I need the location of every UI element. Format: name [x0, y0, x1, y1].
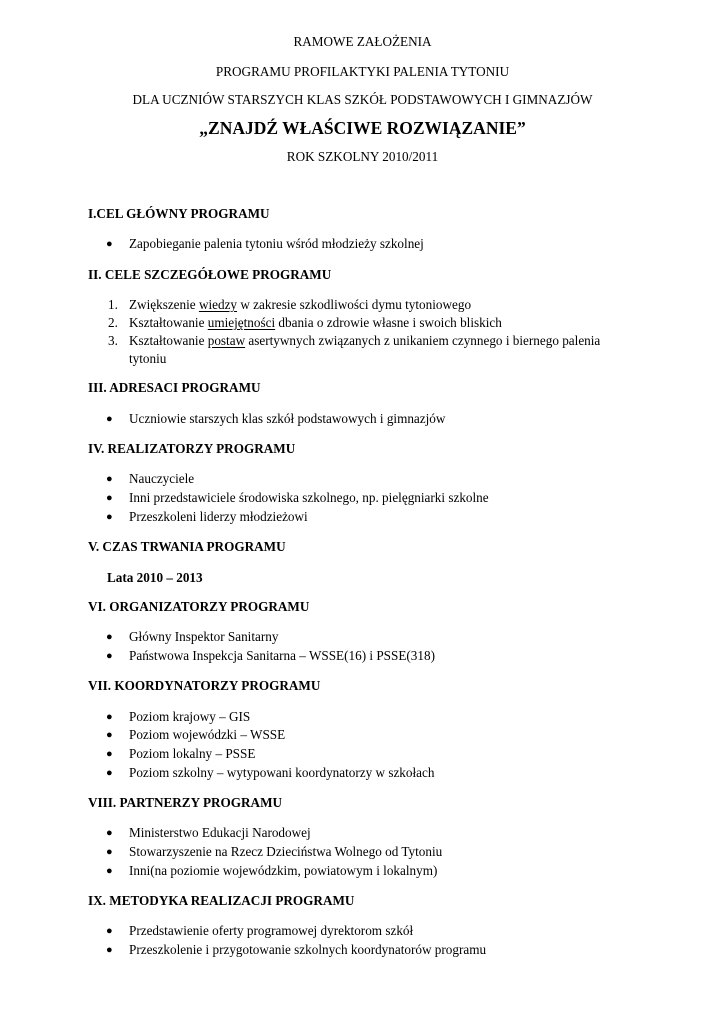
- list-item: Poziom szkolny – wytypowani koordynatorzy w szkołach: [129, 765, 435, 780]
- bullet-icon: ●: [106, 492, 113, 504]
- bullet-icon: ●: [106, 473, 113, 485]
- section-heading-7: VII. KOORDYNATORZY PROGRAMU: [88, 678, 321, 693]
- item-text-underlined: umiejętności: [207, 315, 276, 330]
- list-item: Stowarzyszenie na Rzecz Dzieciństwa Wolnego od Tytoniu: [129, 844, 443, 859]
- document-title: „ZNAJDŹ WŁAŚCIWE ROZWIĄZANIE”: [199, 118, 526, 138]
- bullet-icon: ●: [106, 631, 113, 643]
- numbered-item-3-continuation: tytoniu: [129, 351, 167, 366]
- list-item: Poziom wojewódzki – WSSE: [129, 727, 286, 742]
- list-item: Ministerstwo Edukacji Narodowej: [129, 825, 311, 840]
- list-item: Zapobieganie palenia tytoniu wśród młodzieży szkolnej: [129, 236, 424, 251]
- list-item: Poziom lokalny – PSSE: [129, 746, 256, 761]
- item-text-underlined: wiedzy: [198, 297, 238, 312]
- school-year: ROK SZKOLNY 2010/2011: [286, 149, 439, 164]
- item-text-pre: Zwiększenie: [129, 297, 199, 312]
- bullet-icon: ●: [106, 650, 113, 662]
- item-text-pre: Kształtowanie: [129, 333, 208, 348]
- bullet-icon: ●: [106, 511, 113, 523]
- header-line-1: RAMOWE ZAŁOŻENIA: [293, 34, 432, 49]
- bullet-icon: ●: [106, 413, 113, 425]
- list-item: Nauczyciele: [129, 471, 195, 486]
- list-item: Główny Inspektor Sanitarny: [129, 629, 279, 644]
- section-heading-5: V. CZAS TRWANIA PROGRAMU: [88, 539, 286, 554]
- bullet-icon: ●: [106, 748, 113, 760]
- header-line-3: DLA UCZNIÓW STARSZYCH KLAS SZKÓŁ PODSTAWOWYCH I GIMNAZJÓW: [132, 92, 593, 107]
- list-number: 2.: [108, 315, 118, 330]
- bullet-icon: ●: [106, 827, 113, 839]
- list-item: Inni przedstawiciele środowiska szkolnego, np. pielęgniarki szkolne: [129, 490, 489, 505]
- list-number: 3.: [108, 333, 118, 348]
- program-duration: Lata 2010 – 2013: [107, 570, 203, 585]
- section-heading-4: IV. REALIZATORZY PROGRAMU: [88, 441, 296, 456]
- section-heading-9: IX. METODYKA REALIZACJI PROGRAMU: [88, 893, 355, 908]
- numbered-item-1: [129, 297, 471, 313]
- list-item: Przedstawienie oferty programowej dyrektorom szkół: [129, 923, 414, 938]
- list-item: Państwowa Inspekcja Sanitarna – WSSE(16) i PSSE(318): [129, 648, 435, 663]
- list-number: 1.: [108, 297, 118, 312]
- item-text-underlined: postaw: [207, 333, 246, 348]
- item-text-post: asertywnych związanych z unikaniem czynnego i biernego palenia: [245, 333, 601, 348]
- section-heading-3: III. ADRESACI PROGRAMU: [88, 380, 261, 395]
- bullet-icon: ●: [106, 729, 113, 741]
- bullet-icon: ●: [106, 944, 113, 956]
- bullet-icon: ●: [106, 865, 113, 877]
- bullet-icon: ●: [106, 238, 113, 250]
- bullet-icon: ●: [106, 767, 113, 779]
- bullet-icon: ●: [106, 925, 113, 937]
- section-heading-1: I.CEL GŁÓWNY PROGRAMU: [88, 206, 270, 221]
- section-heading-6: VI. ORGANIZATORZY PROGRAMU: [88, 599, 310, 614]
- list-item: Przeszkolenie i przygotowanie szkolnych koordynatorów programu: [129, 942, 487, 957]
- bullet-icon: ●: [106, 711, 113, 723]
- item-text-post: dbania o zdrowie własne i swoich bliskich: [275, 315, 502, 330]
- list-item: Przeszkoleni liderzy młodzieżowi: [129, 509, 308, 524]
- item-text-post: w zakresie szkodliwości dymu tytoniowego: [237, 297, 472, 312]
- list-item: Uczniowie starszych klas szkół podstawowych i gimnazjów: [129, 411, 446, 426]
- list-item: Poziom krajowy – GIS: [129, 709, 251, 724]
- bullet-icon: ●: [106, 846, 113, 858]
- numbered-item-3: [129, 333, 600, 349]
- numbered-item-2: [129, 315, 502, 331]
- section-heading-8: VIII. PARTNERZY PROGRAMU: [88, 795, 283, 810]
- list-item: Inni(na poziomie wojewódzkim, powiatowym i lokalnym): [129, 863, 438, 878]
- item-text-pre: Kształtowanie: [129, 315, 208, 330]
- header-line-2: PROGRAMU PROFILAKTYKI PALENIA TYTONIU: [215, 64, 510, 79]
- section-heading-2: II. CELE SZCZEGÓŁOWE PROGRAMU: [88, 267, 332, 282]
